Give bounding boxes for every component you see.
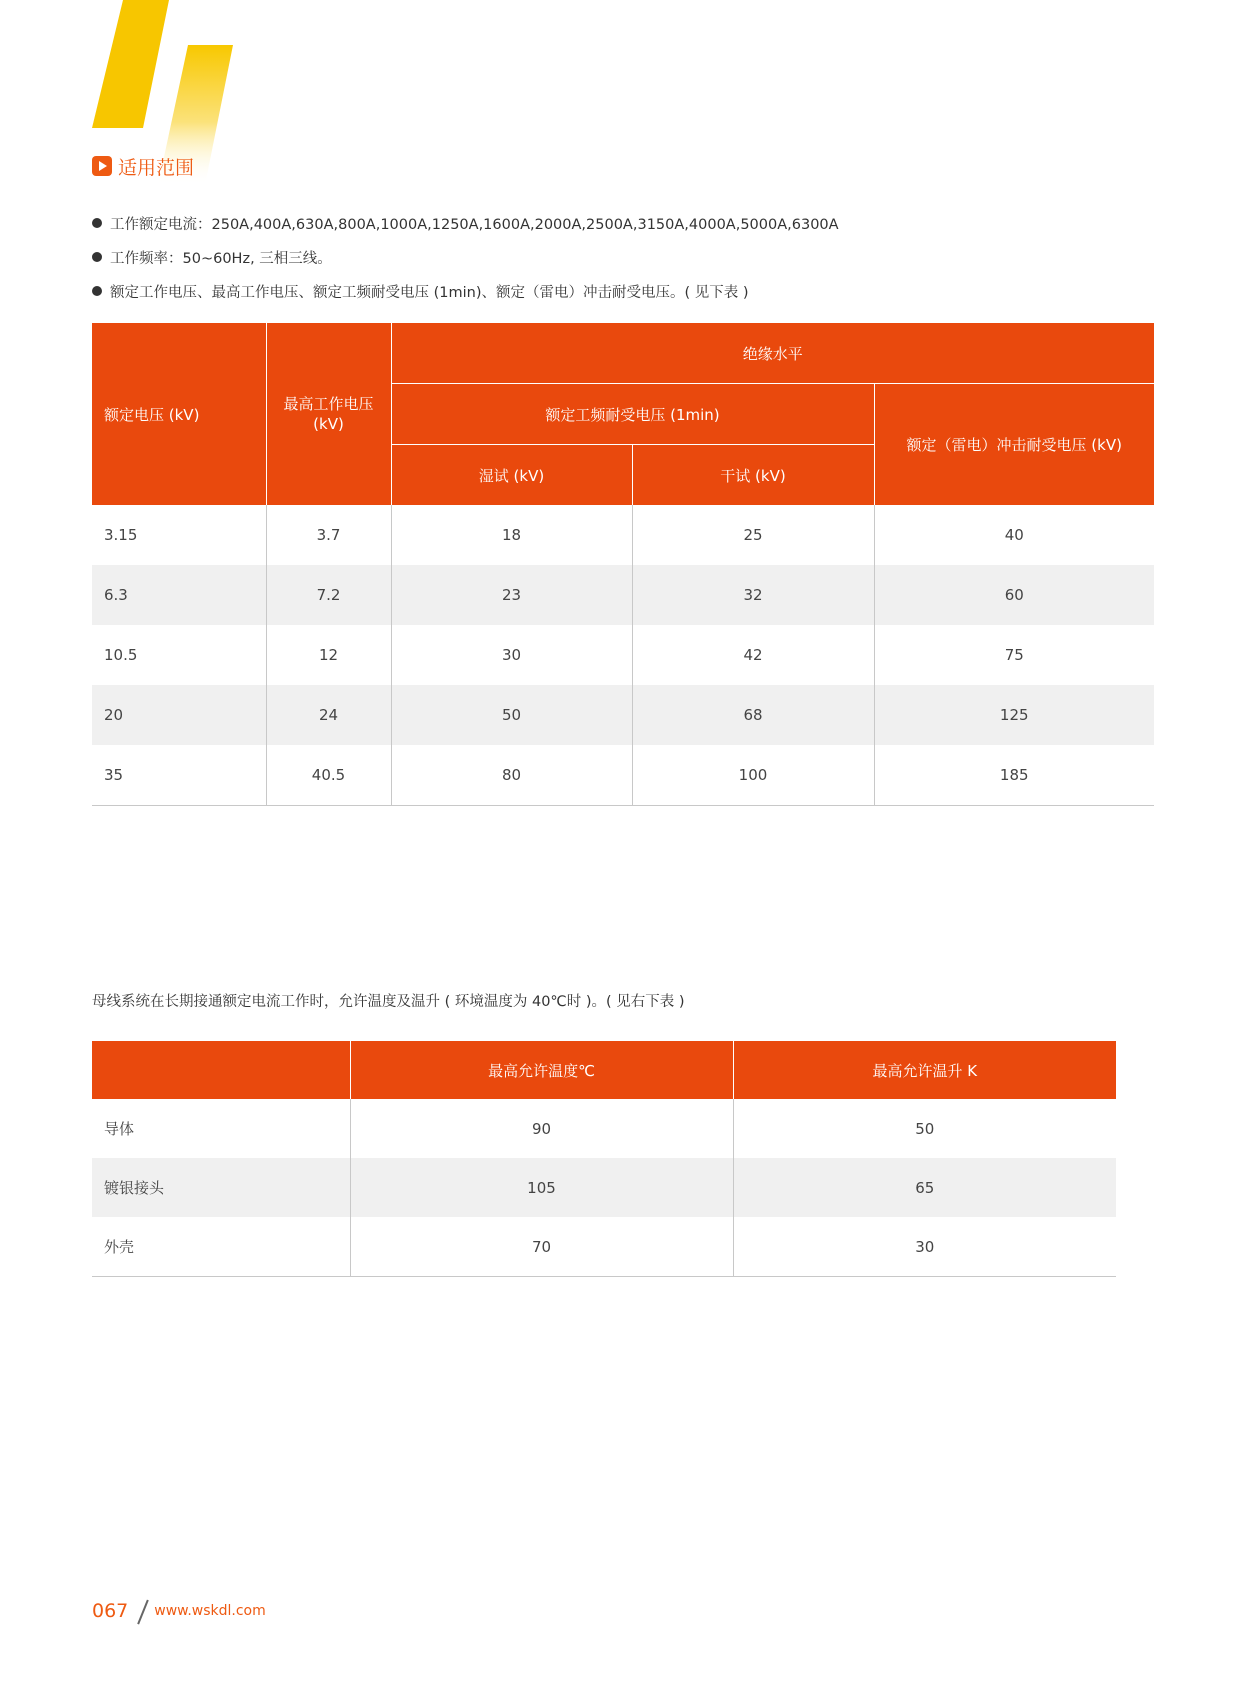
section-heading	[92, 154, 194, 178]
header-power-frequency: 额定工频耐受电压 (1min)	[391, 384, 874, 445]
bullet-item: 工作额定电流：250A,400A,630A,800A,1000A,1250A,1600A,2000A,2500A,3150A,4000A,5000A,6300A	[92, 206, 1092, 240]
table-row: 外壳 70 30	[92, 1217, 1116, 1277]
header-max-temperature-rise: 最高允许温升 K	[733, 1041, 1116, 1099]
table-row: 10.5 12 30 42 75	[92, 625, 1154, 685]
header-wet-test: 湿试 (kV)	[391, 445, 632, 506]
play-icon	[92, 156, 112, 176]
page-number: 067	[92, 1600, 129, 1622]
insulation-table	[92, 323, 1154, 806]
header-insulation-level: 绝缘水平	[391, 323, 1154, 384]
header-rated-voltage: 额定电压 (kV)	[92, 323, 266, 505]
table-row: 20 24 50 68 125	[92, 685, 1154, 745]
header-dry-test: 干试 (kV)	[632, 445, 874, 506]
header-impulse: 额定（雷电）冲击耐受电压 (kV)	[874, 384, 1154, 506]
header-max-voltage: 最高工作电压 (kV)	[266, 323, 391, 505]
table-row: 导体 90 50	[92, 1099, 1116, 1158]
spec-bullets	[92, 206, 1092, 308]
page-footer	[92, 1598, 266, 1624]
table-row: 35 40.5 80 100 185	[92, 745, 1154, 806]
website-link[interactable]: www.wskdl.com	[154, 1603, 266, 1619]
bullet-item: 额定工作电压、最高工作电压、额定工频耐受电压 (1min)、额定（雷电）冲击耐受电压。( 见下表 )	[92, 274, 1092, 308]
temperature-note: 母线系统在长期接通额定电流工作时，允许温度及温升 ( 环境温度为 40℃时 )。( 见右下表 )	[92, 994, 685, 1010]
table-row: 3.15 3.7 18 25 40	[92, 505, 1154, 565]
header-empty	[92, 1041, 350, 1099]
header-max-temperature: 最高允许温度℃	[350, 1041, 733, 1099]
table-row: 6.3 7.2 23 32 60	[92, 565, 1154, 625]
bullet-dot-icon	[92, 286, 102, 296]
bullet-item: 工作频率：50~60Hz, 三相三线。	[92, 240, 1092, 274]
section-title: 适用范围	[118, 156, 195, 179]
temperature-table	[92, 1041, 1116, 1277]
divider-slash	[136, 1598, 150, 1624]
bullet-dot-icon	[92, 218, 102, 228]
table-row: 镀银接头 105 65	[92, 1158, 1116, 1217]
bullet-dot-icon	[92, 252, 102, 262]
